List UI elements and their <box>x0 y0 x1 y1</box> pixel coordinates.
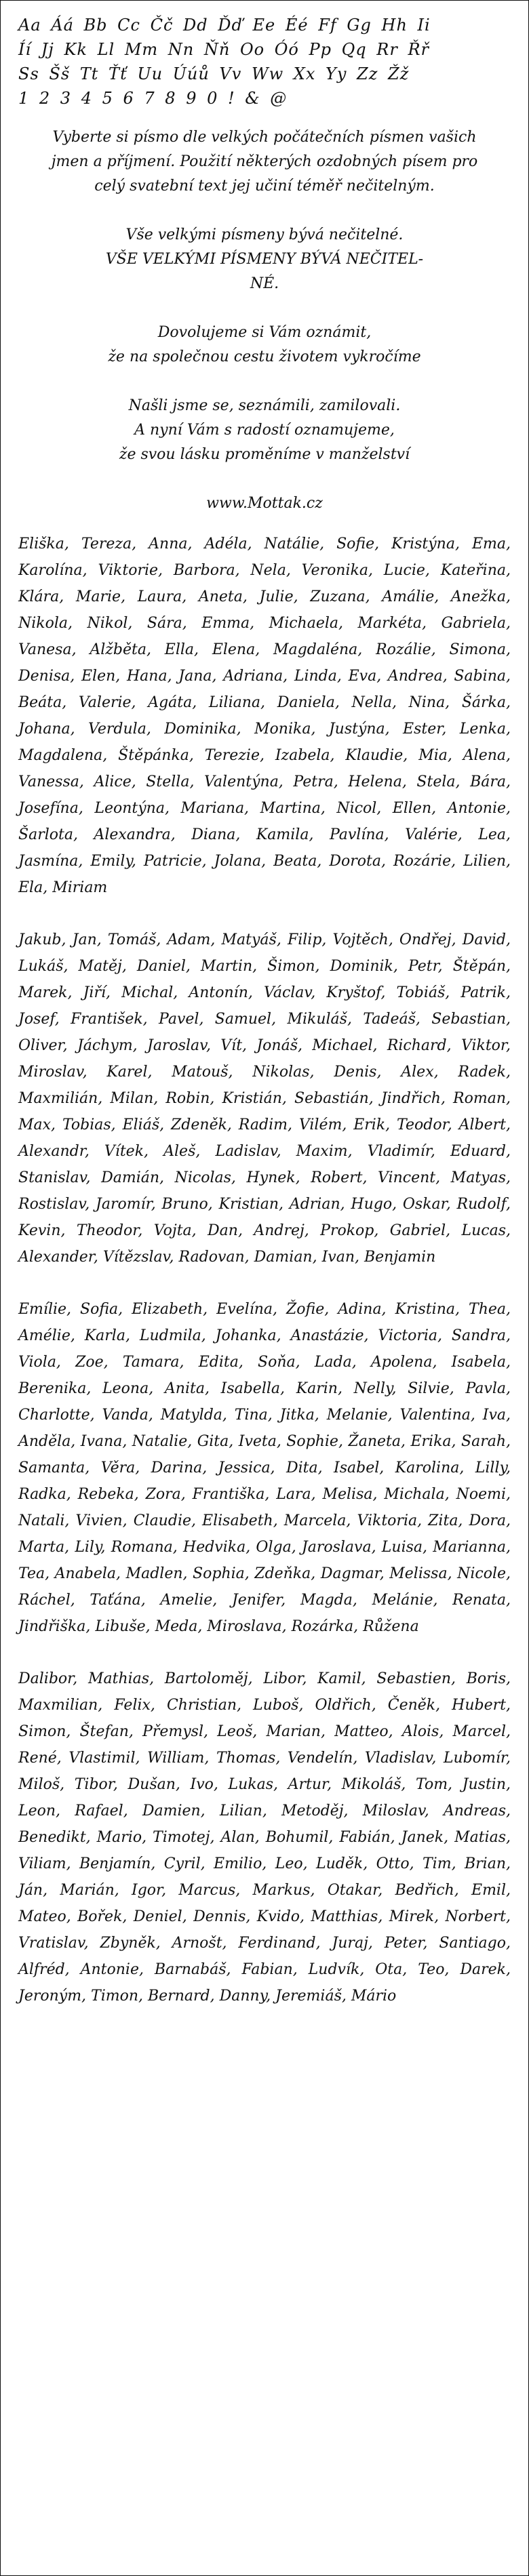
website-url: www.Mottak.cz <box>206 495 323 512</box>
male-names-list-2: Dalibor, Mathias, Bartoloměj, Libor, Kamil, Sebastien, Boris, Maxmilian, Felix, Christian, Luboš, Oldřich, Čeněk, Hubert, Simon, Štefan, Přemysl, Leoš, Marian, Matteo, Alois, Marcel, René, Vlastimil, William, Thomas, Vendelín, Vladislav, Lubomír, Miloš, Tibor, Dušan, Ivo, Lukas, Artur, Mikoláš, Tom, Justin, Leon, Rafael, Damien, Lilian, Metoděj, Miloslav, Andreas, Benedikt, Mario, Timotej, Alan, Bohumil, Fabián, Janek, Matias, Viliam, Benjamín, Cyril, Emilio, Leo, Luděk, Otto, Tim, Brian, Ján, Marián, Igor, Marcus, Markus, Otakar, Bedřich, Emil, Mateo, Bořek, Deniel, Dennis, Kvido, Matthias, Mirek, Norbert, Vratislav, Zbyněk, Arnošt, Ferdinand, Juraj, Peter, Santiago, Alfréd, Antonie, Barnabáš, Fabian, Ludvík, Ota, Teo, Darek, Jeroným, Timon, Bernard, Danny, Jeremiáš, Mário <box>18 1670 511 2005</box>
text-line: Našli jsme se, seznámili, zamilovali. <box>128 397 401 414</box>
text-line: Vše velkými písmeny bývá nečitelné. <box>125 226 404 243</box>
text-line: že svou lásku proměníme v manželství <box>119 446 410 463</box>
text-line: Vyberte si písmo dle velkých počátečních písmen vašich <box>52 129 477 146</box>
alphabet-line: Ss Šš Tt Ťť Uu Úúů Vv Ww Xx Yy Zz Žž <box>18 64 410 83</box>
text-line: Dovolujeme si Vám oznámit, <box>157 324 372 341</box>
text-line: VŠE VELKÝMI PÍSMENY BÝVÁ NEČITEL- <box>105 251 424 268</box>
female-names-list-2: Emílie, Sofia, Elizabeth, Evelína, Žofie, Adina, Kristina, Thea, Amélie, Karla, Ludmila, Johanka, Anastázie, Victoria, Sandra, Viola, Zoe, Tamara, Edita, Soňa, Lada, Apolena, Isabela, Berenika, Leona, Anita, Isabella, Karin, Nelly, Silvie, Pavla, Charlotte, Vanda, Matylda, Tina, Jitka, Melanie, Valentina, Iva, Anděla, Ivana, Natalie, Gita, Iveta, Sophie, Žaneta, Erika, Sarah, Samanta, Věra, Darina, Jessica, Dita, Isabel, Karolina, Lilly, Radka, Rebeka, Zora, Františka, Lara, Melisa, Michala, Noemi, Natali, Vivien, Claudie, Elisabeth, Marcela, Viktoria, Zita, Dora, Marta, Lily, Romana, Hedvika, Olga, Jaroslava, Luisa, Marianna, Tea, Anabela, Madlen, Sophia, Zdeňka, Dagmar, Melissa, Nicole, Ráchel, Taťána, Amelie, Jenifer, Magda, Melánie, Renata, Jindřiška, Libuše, Meda, Miroslava, Rozárka, Růžena <box>18 1301 511 1635</box>
text-line: že na společnou cestu životem vykročíme <box>108 348 421 365</box>
alphabet-line: Aa Áá Bb Cc Čč Dd Ďď Ee Éé Ff Gg Hh Ii <box>18 16 431 35</box>
love-story-paragraph <box>18 394 511 467</box>
announcement-paragraph <box>18 321 511 369</box>
uppercase-warning-paragraph <box>18 223 511 296</box>
text-line: A nyní Vám s radostí oznamujeme, <box>134 422 395 439</box>
alphabet-line: Íí Jj Kk Ll Mm Nn Ňň Oo Óó Pp Qq Rr Řř <box>18 40 429 59</box>
alphabet-sample <box>18 13 511 110</box>
intro-text <box>18 125 511 467</box>
female-names-list-1: Eliška, Tereza, Anna, Adéla, Natálie, Sofie, Kristýna, Ema, Karolína, Viktorie, Barbora, Nela, Veronika, Lucie, Kateřina, Klára, Marie, Laura, Aneta, Julie, Zuzana, Amálie, Anežka, Nikola, Nikol, Sára, Emma, Michaela, Markéta, Gabriela, Vanesa, Alžběta, Ella, Elena, Magdaléna, Rozálie, Simona, Denisa, Elen, Hana, Jana, Adriana, Linda, Eva, Andrea, Sabina, Beáta, Valerie, Agáta, Liliana, Daniela, Nella, Nina, Šárka, Johana, Verdula, Dominika, Monika, Justýna, Ester, Lenka, Magdalena, Štěpánka, Terezie, Izabela, Klaudie, Mia, Alena, Vanessa, Alice, Stella, Valentýna, Petra, Helena, Stela, Bára, Josefína, Leontýna, Mariana, Martina, Nicol, Ellen, Antonie, Šarlota, Alexandra, Diana, Kamila, Pavlína, Valérie, Lea, Jasmína, Emily, Patricie, Jolana, Beata, Dorota, Rozárie, Lilien, Ela, Miriam <box>18 536 511 896</box>
digits-line: 1 2 3 4 5 6 7 8 9 0 ! & @ <box>18 89 288 108</box>
instruction-paragraph <box>18 125 511 199</box>
text-line: celý svatební text jej učiní téměř nečitelným. <box>94 178 435 195</box>
male-names-list-1: Jakub, Jan, Tomáš, Adam, Matyáš, Filip, Vojtěch, Ondřej, David, Lukáš, Matěj, Daniel, Martin, Šimon, Dominik, Petr, Štěpán, Marek, Jiří, Michal, Antonín, Václav, Kryštof, Tobiáš, Patrik, Josef, František, Pavel, Samuel, Mikuláš, Tadeáš, Sebastian, Oliver, Jáchym, Jaroslav, Vít, Jonáš, Michael, Richard, Viktor, Miroslav, Karel, Matouš, Nikolas, Denis, Alex, Radek, Maxmilián, Milan, Robin, Kristián, Sebastián, Jindřich, Roman, Max, Tobias, Eliáš, Zdeněk, Radim, Vilém, Erik, Teodor, Albert, Alexandr, Vítek, Aleš, Ladislav, Maxim, Vladimír, Eduard, Stanislav, Damián, Nicolas, Hynek, Robert, Vincent, Matyas, Rostislav, Jaromír, Bruno, Kristian, Adrian, Hugo, Oskar, Rudolf, Kevin, Theodor, Vojta, Dan, Andrej, Prokop, Gabriel, Lucas, Alexander, Vítězslav, Radovan, Damian, Ivan, Benjamin <box>18 931 511 1266</box>
text-line: NÉ. <box>250 275 279 292</box>
text-line: jmen a příjmení. Použití některých ozdobných písem pro <box>51 153 478 170</box>
